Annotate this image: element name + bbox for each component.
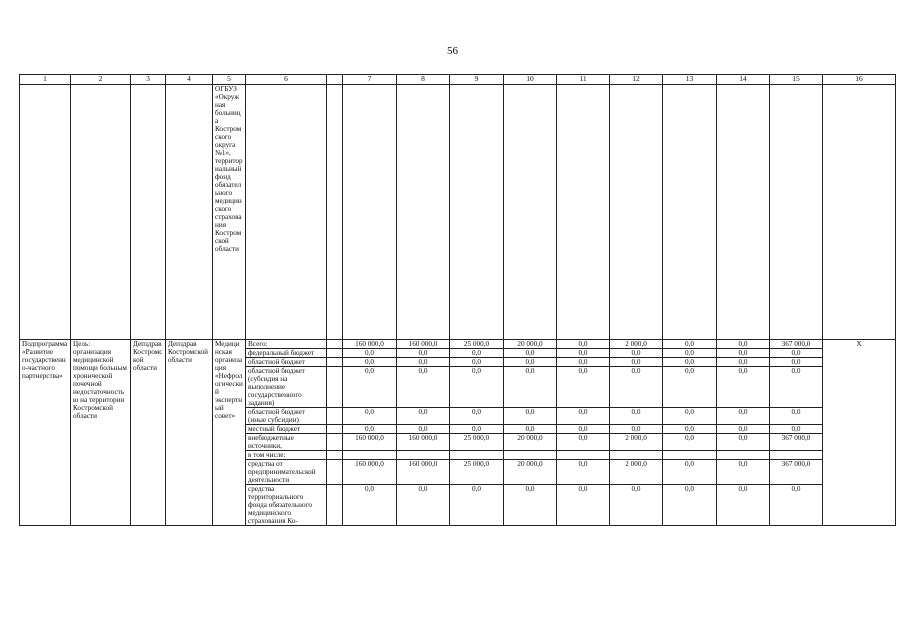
value-cell: 0,0 [770,349,823,358]
funding-source-label: областной бюджет [246,358,327,367]
value-cell: 0,0 [450,349,504,358]
value-cell: 20 000,0 [504,434,557,451]
value-cell: 2 000,0 [610,340,663,349]
value-cell [663,451,717,460]
value-cell: 0,0 [397,425,450,434]
spacer-cell [327,434,343,451]
spacer-cell [327,460,343,485]
value-cell: 0,0 [343,367,397,408]
value-cell: 2 000,0 [610,434,663,451]
value-cell: 0,0 [504,367,557,408]
value-cell: 0,0 [717,340,770,349]
value-cell: 0,0 [717,358,770,367]
responsible-cell: Депздрав Костромской области [166,340,213,526]
spacer-cell [327,367,343,408]
value-cell: 0,0 [717,349,770,358]
empty-cell [823,85,896,340]
header-cell: 10 [504,75,557,85]
value-cell: 0,0 [397,408,450,425]
funding-source-label: средства территориального фонда обязательного медицинского страхования Ко- [246,485,327,526]
funding-source-label: Всего: [246,340,327,349]
value-cell: 0,0 [610,367,663,408]
header-cell: 2 [71,75,131,85]
header-row [20,75,896,85]
empty-cell [610,85,663,340]
spacer-cell [327,451,343,460]
value-cell: 25 000,0 [450,460,504,485]
value-cell [504,451,557,460]
funding-source-label: областной бюджет (иные субсидии) [246,408,327,425]
header-cell: 5 [213,75,246,85]
value-cell: 0,0 [397,349,450,358]
value-cell: 0,0 [663,340,717,349]
funding-source-label: областной бюджет (субсидия на выполнение государственного задания) [246,367,327,408]
continuation-row [20,85,896,340]
value-cell: 0,0 [557,425,610,434]
value-cell: 0,0 [663,434,717,451]
header-cell: 7 [343,75,397,85]
value-cell: 0,0 [663,408,717,425]
value-cell: 25 000,0 [450,434,504,451]
value-cell: 0,0 [450,425,504,434]
header-cell: 9 [450,75,504,85]
value-cell: 0,0 [504,425,557,434]
value-cell: 0,0 [770,408,823,425]
header-cell: 4 [166,75,213,85]
header-cell: 8 [397,75,450,85]
value-cell: 0,0 [717,425,770,434]
empty-cell [71,85,131,340]
funding-source-label: внебюджетные источники, [246,434,327,451]
budget-table [19,74,896,526]
empty-cell [663,85,717,340]
value-cell: 0,0 [450,367,504,408]
value-cell: 0,0 [770,367,823,408]
value-cell: 0,0 [610,425,663,434]
value-cell: 0,0 [343,408,397,425]
header-cell: 13 [663,75,717,85]
header-cell: 3 [131,75,166,85]
goal-cell: Цель: организация медицинской помощи больным хронической почечной недостаточностью на территории Костромской области [71,340,131,526]
value-cell: 0,0 [557,349,610,358]
value-cell: 367 000,0 [770,340,823,349]
value-cell: 0,0 [663,460,717,485]
value-cell: 0,0 [663,367,717,408]
empty-cell [717,85,770,340]
header-cell: 16 [823,75,896,85]
organization-cell: Медицинская организация «Нефрологический экспертный совет» [213,340,246,526]
value-cell: 0,0 [770,485,823,526]
value-cell [557,451,610,460]
spacer-cell [327,358,343,367]
funding-source-label: средства от предпринимательской деятельности [246,460,327,485]
value-cell: 0,0 [504,485,557,526]
empty-cell [246,85,327,340]
header-cell: 15 [770,75,823,85]
executor-cell: ОГБУЗ «Окружная больница Костромского округа №1», территориальный фонд обязательного медицинского страхования Костромской области [213,85,246,340]
value-cell [717,451,770,460]
value-cell: 0,0 [504,408,557,425]
empty-cell [131,85,166,340]
value-cell: 0,0 [504,358,557,367]
value-cell: 0,0 [343,425,397,434]
coexecutor-cell: Депздрав Костромской области [131,340,166,526]
value-cell: 0,0 [663,485,717,526]
empty-cell [166,85,213,340]
header-cell: 11 [557,75,610,85]
spacer-cell [327,425,343,434]
value-cell: 160 000,0 [343,434,397,451]
value-cell: 0,0 [610,485,663,526]
header-cell: 12 [610,75,663,85]
spacer-cell [327,408,343,425]
empty-cell [504,85,557,340]
spacer-cell [327,340,343,349]
value-cell: 0,0 [450,485,504,526]
value-cell: 0,0 [557,340,610,349]
value-cell [450,451,504,460]
value-cell: 0,0 [717,434,770,451]
value-cell: 0,0 [343,485,397,526]
header-cell: 6 [246,75,327,85]
empty-cell [20,85,71,340]
value-cell: 0,0 [450,408,504,425]
value-cell: 0,0 [504,349,557,358]
value-cell: 0,0 [770,358,823,367]
funding-source-label: в том числе: [246,451,327,460]
value-cell: 0,0 [610,349,663,358]
spacer-cell [327,349,343,358]
value-cell: 0,0 [557,434,610,451]
value-cell: 160 000,0 [343,340,397,349]
value-cell [397,451,450,460]
empty-cell [397,85,450,340]
value-cell [770,451,823,460]
value-cell: 0,0 [717,460,770,485]
value-cell: 0,0 [663,358,717,367]
value-cell: 20 000,0 [504,460,557,485]
value-cell [343,451,397,460]
mark-cell: X [823,340,896,526]
value-cell: 0,0 [663,425,717,434]
value-cell: 0,0 [557,408,610,425]
spacer-cell [327,485,343,526]
value-cell: 0,0 [450,358,504,367]
value-cell: 160 000,0 [343,460,397,485]
value-cell: 0,0 [397,367,450,408]
value-cell: 0,0 [343,358,397,367]
value-cell: 160 000,0 [397,460,450,485]
page-number: 56 [447,45,458,57]
funding-source-label: федеральный бюджет [246,349,327,358]
value-cell: 0,0 [397,485,450,526]
value-cell: 0,0 [557,460,610,485]
value-cell: 0,0 [557,367,610,408]
value-cell [610,451,663,460]
value-cell: 0,0 [663,349,717,358]
value-cell: 160 000,0 [397,434,450,451]
value-cell: 0,0 [717,367,770,408]
value-cell: 0,0 [610,408,663,425]
value-cell: 367 000,0 [770,434,823,451]
empty-cell [557,85,610,340]
subprogram-name-cell: Подпрограмма «Развитие государственно-частного партнерства» [20,340,71,526]
value-cell: 2 000,0 [610,460,663,485]
header-cell [327,75,343,85]
value-cell: 0,0 [770,425,823,434]
header-cell: 14 [717,75,770,85]
value-cell: 0,0 [343,349,397,358]
value-cell: 20 000,0 [504,340,557,349]
value-cell: 0,0 [610,358,663,367]
value-cell: 25 000,0 [450,340,504,349]
empty-cell [343,85,397,340]
value-cell: 0,0 [717,485,770,526]
header-cell: 1 [20,75,71,85]
value-cell: 0,0 [397,358,450,367]
table-row [20,340,896,349]
empty-cell [770,85,823,340]
value-cell: 0,0 [557,485,610,526]
funding-source-label: местный бюджет [246,425,327,434]
value-cell: 160 000,0 [397,340,450,349]
value-cell: 0,0 [717,408,770,425]
value-cell: 367 000,0 [770,460,823,485]
empty-cell [327,85,343,340]
empty-cell [450,85,504,340]
value-cell: 0,0 [557,358,610,367]
